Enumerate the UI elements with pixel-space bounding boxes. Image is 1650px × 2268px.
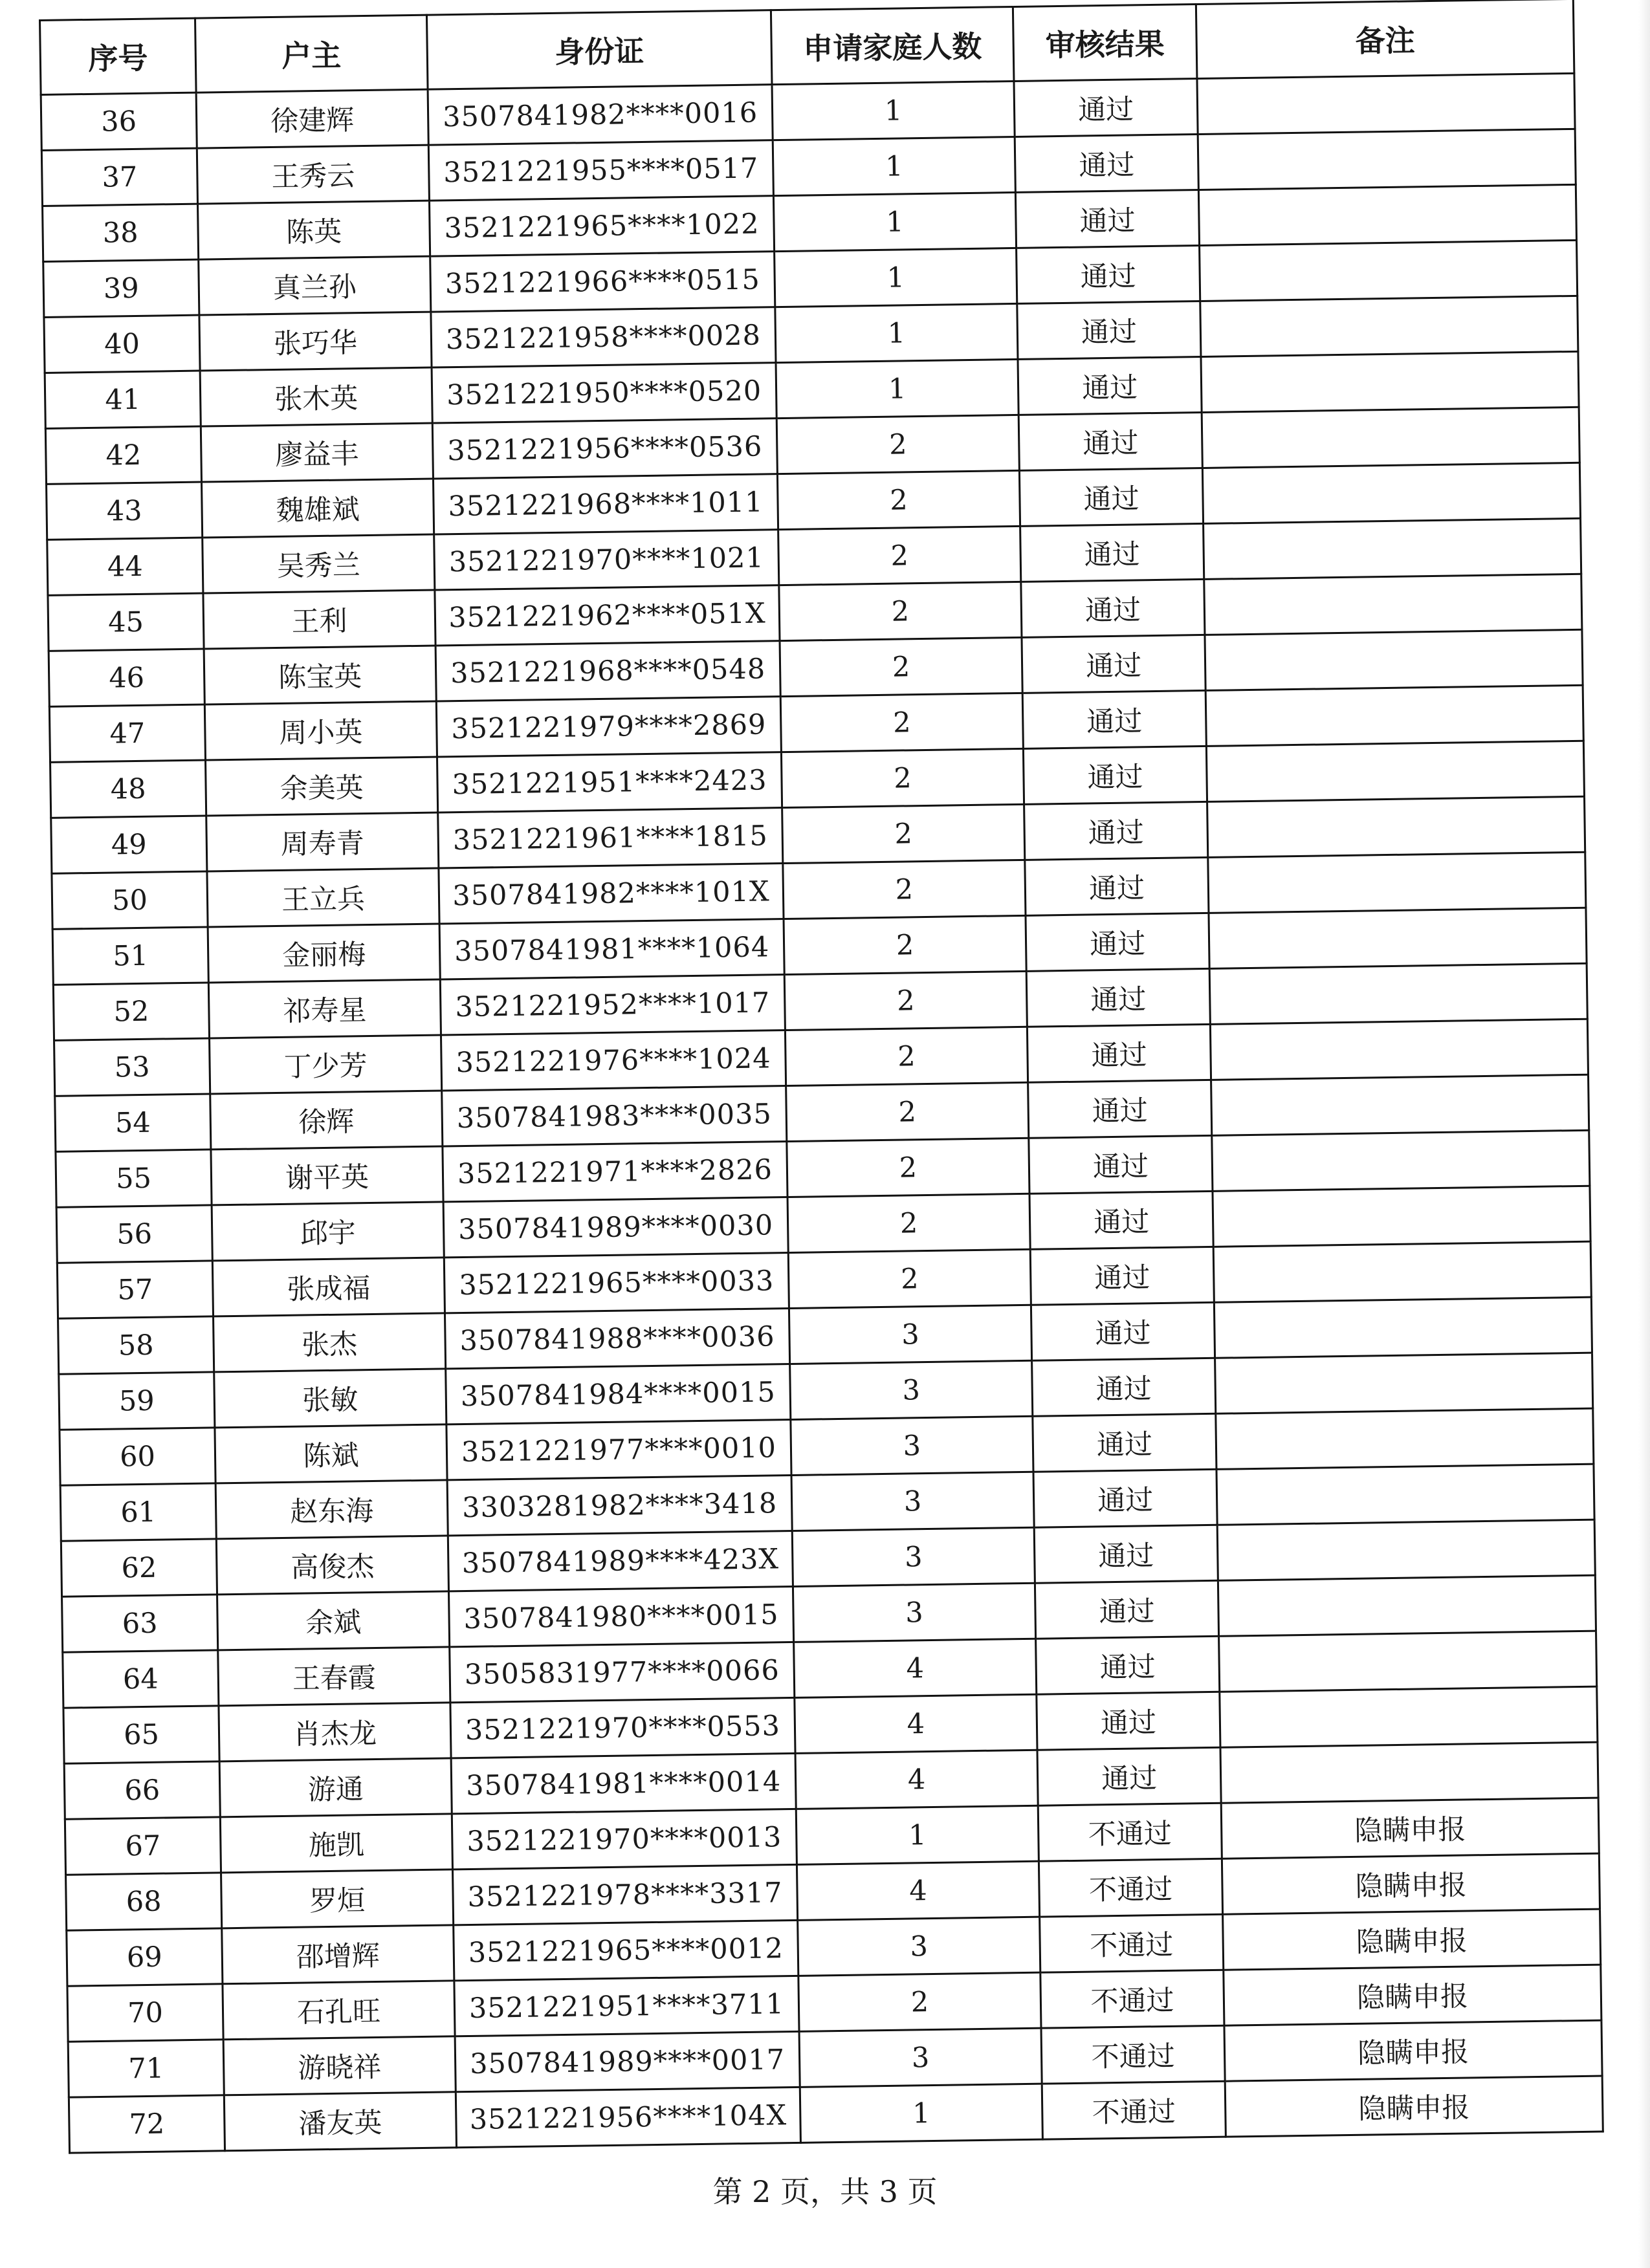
cell-family: 2 <box>781 748 1024 807</box>
cell-id: 3521221958****0028 <box>431 307 776 367</box>
cell-result: 通过 <box>1022 635 1205 693</box>
cell-id: 3521221951****2423 <box>437 752 782 812</box>
cell-owner: 游通 <box>219 1758 452 1817</box>
cell-family: 3 <box>789 1305 1031 1364</box>
cell-result: 通过 <box>1018 412 1202 470</box>
cell-result: 不通过 <box>1038 1803 1222 1861</box>
cell-owner: 张敏 <box>214 1369 446 1428</box>
cell-owner: 余斌 <box>217 1591 450 1650</box>
cell-note: 隐瞒申报 <box>1225 2076 1603 2137</box>
cell-result: 通过 <box>1029 1135 1213 1194</box>
cell-note <box>1209 963 1587 1024</box>
cell-note <box>1216 1464 1594 1525</box>
cell-seq: 65 <box>63 1706 219 1763</box>
cell-id: 3521221970****0013 <box>452 1809 797 1869</box>
cell-owner: 陈宝英 <box>204 646 436 704</box>
cell-id: 3521221977****0010 <box>446 1419 791 1479</box>
cell-owner: 谢平英 <box>211 1146 443 1205</box>
cell-owner: 王春霞 <box>218 1647 450 1706</box>
cell-result: 不通过 <box>1039 1859 1222 1917</box>
cell-note <box>1200 296 1578 356</box>
cell-result: 通过 <box>1017 301 1201 359</box>
cell-note <box>1210 1019 1588 1080</box>
cell-note <box>1217 1520 1595 1580</box>
cell-family: 2 <box>786 1082 1029 1141</box>
applicant-table <box>39 0 1604 2154</box>
cell-owner: 高俊杰 <box>216 1536 448 1595</box>
cell-seq: 70 <box>67 1984 223 2042</box>
cell-family: 2 <box>787 1138 1029 1197</box>
cell-owner: 潘友英 <box>224 2092 456 2151</box>
cell-id: 3507841982****0016 <box>428 85 773 145</box>
cell-result: 不通过 <box>1040 1970 1224 2028</box>
cell-id: 3521221965****1022 <box>429 196 774 256</box>
cell-family: 3 <box>798 1917 1040 1976</box>
cell-seq: 62 <box>61 1539 217 1597</box>
cell-note: 隐瞒申报 <box>1224 1965 1601 2025</box>
cell-id: 3521221976****1024 <box>441 1030 786 1091</box>
cell-id: 3505831977****0066 <box>450 1642 795 1702</box>
cell-seq: 64 <box>63 1650 219 1708</box>
cell-family: 4 <box>797 1861 1039 1920</box>
cell-id: 3521221961****1815 <box>438 808 783 868</box>
cell-family: 3 <box>791 1472 1034 1531</box>
cell-owner: 肖杰龙 <box>219 1703 451 1761</box>
cell-owner: 丁少芳 <box>210 1035 442 1094</box>
cell-id: 3521221956****0536 <box>432 419 777 479</box>
cell-id: 3521221952****1017 <box>440 975 785 1035</box>
cell-seq: 36 <box>41 93 197 150</box>
cell-seq: 67 <box>65 1817 221 1875</box>
cell-id: 3521221971****2826 <box>443 1142 787 1202</box>
cell-seq: 44 <box>47 538 203 595</box>
cell-note: 隐瞒申报 <box>1223 1909 1601 1970</box>
cell-family: 3 <box>791 1416 1033 1475</box>
cell-note: 隐瞒申报 <box>1224 2020 1602 2081</box>
cell-note <box>1213 1186 1590 1247</box>
cell-note <box>1214 1297 1592 1358</box>
cell-id: 3521221970****1021 <box>434 530 779 590</box>
cell-note <box>1208 852 1586 913</box>
cell-owner: 陈斌 <box>215 1424 447 1483</box>
cell-note <box>1205 629 1583 690</box>
cell-result: 通过 <box>1024 801 1208 860</box>
cell-family: 1 <box>776 359 1018 418</box>
cell-note <box>1220 1686 1598 1747</box>
cell-owner: 廖益丰 <box>201 423 433 482</box>
cell-note <box>1204 518 1581 579</box>
cell-owner: 邱宇 <box>212 1202 444 1261</box>
cell-seq: 69 <box>67 1928 223 1986</box>
cell-owner: 魏雄斌 <box>202 479 434 538</box>
cell-owner: 张杰 <box>214 1313 446 1372</box>
cell-seq: 60 <box>60 1428 215 1485</box>
cell-result: 通过 <box>1030 1247 1214 1305</box>
cell-result: 通过 <box>1023 746 1207 804</box>
cell-seq: 45 <box>48 593 204 651</box>
header-seq: 序号 <box>40 18 197 94</box>
cell-owner: 邵增辉 <box>222 1925 454 1984</box>
cell-result: 通过 <box>1018 356 1202 415</box>
cell-family: 2 <box>780 637 1022 696</box>
cell-seq: 48 <box>50 760 206 818</box>
cell-seq: 55 <box>56 1150 212 1207</box>
cell-note <box>1211 1074 1589 1135</box>
cell-family: 2 <box>776 415 1019 474</box>
cell-family: 1 <box>800 2084 1042 2143</box>
cell-seq: 57 <box>57 1261 213 1318</box>
cell-result: 通过 <box>1033 1469 1217 1527</box>
header-owner: 户主 <box>195 15 428 93</box>
cell-seq: 39 <box>43 259 199 317</box>
cell-id: 3521221951****3711 <box>454 1976 799 2036</box>
cell-id: 3507841983****0035 <box>442 1086 787 1146</box>
cell-result: 通过 <box>1032 1358 1216 1416</box>
cell-note <box>1215 1353 1593 1413</box>
cell-result: 通过 <box>1037 1692 1220 1750</box>
cell-seq: 42 <box>45 426 201 484</box>
header-note: 备注 <box>1196 0 1574 79</box>
cell-id: 3521221968****1011 <box>433 474 778 534</box>
cell-owner: 施凯 <box>220 1814 452 1873</box>
cell-family: 1 <box>775 303 1018 362</box>
cell-id: 3507841981****0014 <box>451 1753 796 1813</box>
cell-seq: 58 <box>58 1316 214 1374</box>
cell-note <box>1219 1631 1597 1692</box>
cell-result: 通过 <box>1022 690 1206 748</box>
cell-note <box>1198 184 1576 245</box>
cell-family: 4 <box>795 1750 1038 1809</box>
cell-seq: 40 <box>44 315 200 373</box>
cell-owner: 石孔旺 <box>223 1981 455 2040</box>
cell-family: 3 <box>799 2028 1042 2087</box>
cell-result: 不通过 <box>1041 2025 1225 2084</box>
cell-seq: 54 <box>55 1094 211 1151</box>
cell-family: 2 <box>787 1194 1030 1252</box>
cell-family: 1 <box>775 248 1017 307</box>
cell-result: 通过 <box>1037 1747 1221 1805</box>
cell-result: 不通过 <box>1042 2081 1226 2139</box>
cell-owner: 游晓祥 <box>223 2036 456 2095</box>
cell-result: 通过 <box>1019 468 1203 526</box>
cell-seq: 59 <box>59 1372 215 1430</box>
cell-owner: 张成福 <box>212 1258 445 1316</box>
cell-owner: 余美英 <box>206 757 438 816</box>
cell-result: 通过 <box>1026 913 1209 971</box>
cell-note <box>1216 1408 1594 1469</box>
cell-owner: 吴秀兰 <box>203 534 435 593</box>
cell-seq: 68 <box>66 1873 222 1930</box>
cell-note <box>1198 129 1576 190</box>
cell-result: 通过 <box>1034 1525 1218 1583</box>
cell-id: 3507841981****1064 <box>439 919 784 979</box>
cell-id: 3507841988****0036 <box>445 1309 789 1369</box>
cell-id: 3507841982****101X <box>439 864 784 924</box>
cell-seq: 53 <box>54 1038 210 1096</box>
cell-owner: 张木英 <box>200 367 432 426</box>
cell-owner: 周寿青 <box>206 812 439 871</box>
cell-result: 通过 <box>1026 968 1210 1027</box>
table-wrapper <box>39 0 1604 2154</box>
cell-note <box>1209 908 1587 968</box>
cell-id: 3521221965****0033 <box>444 1253 789 1313</box>
cell-family: 2 <box>785 1027 1028 1085</box>
cell-family: 2 <box>778 526 1021 585</box>
cell-family: 2 <box>777 470 1020 529</box>
cell-note <box>1202 407 1579 468</box>
cell-result: 通过 <box>1021 579 1205 637</box>
cell-id: 3521221962****051X <box>435 585 780 646</box>
table-body <box>41 73 1603 2153</box>
cell-note <box>1197 73 1575 134</box>
cell-owner: 王秀云 <box>197 145 429 204</box>
cell-result: 通过 <box>1017 245 1200 303</box>
cell-owner: 赵东海 <box>215 1480 448 1539</box>
cell-note <box>1220 1742 1598 1803</box>
cell-seq: 52 <box>53 983 209 1040</box>
cell-note <box>1202 463 1580 523</box>
cell-family: 1 <box>796 1805 1039 1864</box>
cell-seq: 47 <box>49 704 205 762</box>
cell-owner: 周小英 <box>204 701 437 760</box>
header-family: 申请家庭人数 <box>771 6 1014 84</box>
cell-owner: 张巧华 <box>199 312 432 371</box>
cell-seq: 51 <box>52 927 208 985</box>
cell-result: 通过 <box>1014 79 1198 137</box>
cell-note <box>1218 1575 1596 1636</box>
cell-result: 不通过 <box>1040 1914 1224 1972</box>
cell-note <box>1205 685 1583 746</box>
cell-family: 1 <box>773 136 1015 195</box>
cell-family: 2 <box>784 915 1026 974</box>
cell-family: 3 <box>793 1583 1035 1642</box>
cell-note <box>1204 574 1582 635</box>
cell-owner: 王立兵 <box>207 868 439 927</box>
cell-id: 3521221956****104X <box>456 2087 800 2147</box>
cell-note <box>1213 1241 1591 1302</box>
cell-result: 通过 <box>1015 190 1199 248</box>
cell-owner: 王利 <box>203 590 435 649</box>
cell-family: 2 <box>782 804 1025 863</box>
cell-result: 通过 <box>1036 1636 1220 1694</box>
cell-seq: 41 <box>45 371 201 428</box>
cell-seq: 43 <box>47 482 203 540</box>
cell-result: 通过 <box>1029 1191 1213 1249</box>
cell-seq: 38 <box>43 204 199 261</box>
cell-owner: 陈英 <box>198 201 430 259</box>
page-number: 第 2 页，共 3 页 <box>712 2174 938 2209</box>
cell-family: 3 <box>792 1527 1035 1586</box>
cell-id: 3521221965****0012 <box>454 1920 798 1980</box>
cell-seq: 72 <box>69 2095 225 2153</box>
cell-owner: 罗烜 <box>221 1870 454 1928</box>
cell-id: 3507841980****0015 <box>448 1586 793 1646</box>
cell-family: 4 <box>794 1639 1037 1697</box>
cell-seq: 37 <box>41 148 197 206</box>
cell-owner: 徐辉 <box>210 1091 443 1150</box>
cell-family: 2 <box>783 860 1026 919</box>
cell-id: 3521221970****0553 <box>450 1697 795 1758</box>
header-id: 身份证 <box>426 10 772 89</box>
cell-note <box>1201 351 1579 412</box>
cell-note <box>1200 240 1578 301</box>
cell-result: 通过 <box>1015 135 1198 193</box>
cell-id: 3521221950****0520 <box>432 363 776 423</box>
cell-id: 3521221979****2869 <box>436 697 781 757</box>
cell-family: 3 <box>790 1360 1033 1419</box>
cell-family: 2 <box>779 582 1022 640</box>
cell-note <box>1206 741 1584 801</box>
cell-owner: 真兰孙 <box>199 256 431 315</box>
cell-id: 3507841989****0017 <box>455 2031 800 2091</box>
cell-result: 通过 <box>1025 857 1209 915</box>
cell-owner: 徐建辉 <box>196 89 428 148</box>
cell-seq: 50 <box>52 871 208 929</box>
cell-seq: 49 <box>51 816 207 873</box>
cell-family: 2 <box>784 971 1027 1030</box>
cell-seq: 71 <box>68 2040 224 2097</box>
cell-id: 3521221966****0515 <box>430 252 775 312</box>
cell-seq: 56 <box>56 1205 212 1263</box>
cell-result: 通过 <box>1035 1580 1218 1639</box>
cell-note <box>1207 796 1585 857</box>
cell-result: 通过 <box>1033 1413 1216 1472</box>
cell-id: 3521221978****3317 <box>452 1864 797 1925</box>
cell-family: 4 <box>795 1694 1037 1753</box>
cell-result: 通过 <box>1031 1302 1215 1360</box>
cell-id: 3521221955****0517 <box>428 140 773 201</box>
cell-seq: 46 <box>49 649 204 706</box>
cell-note <box>1212 1130 1590 1191</box>
cell-note: 隐瞒申报 <box>1221 1798 1599 1859</box>
scan-edge <box>1638 0 1650 2268</box>
cell-owner: 祁寿星 <box>208 979 441 1038</box>
cell-note: 隐瞒申报 <box>1222 1853 1600 1914</box>
cell-owner: 金丽梅 <box>208 924 440 983</box>
cell-id: 3303281982****3418 <box>447 1475 792 1535</box>
cell-id: 3507841984****0015 <box>446 1364 791 1424</box>
cell-id: 3507841989****423X <box>448 1531 793 1591</box>
cell-family: 2 <box>780 693 1023 752</box>
cell-id: 3521221968****0548 <box>435 641 780 701</box>
cell-id: 3507841989****0030 <box>443 1197 788 1258</box>
cell-result: 通过 <box>1028 1080 1212 1138</box>
cell-family: 2 <box>798 1972 1041 2031</box>
cell-seq: 61 <box>60 1483 216 1541</box>
cell-seq: 63 <box>62 1595 218 1652</box>
cell-family: 2 <box>788 1249 1031 1308</box>
cell-result: 通过 <box>1027 1024 1211 1082</box>
cell-family: 1 <box>772 81 1015 140</box>
cell-result: 通过 <box>1020 523 1204 582</box>
header-result: 审核结果 <box>1013 5 1197 82</box>
cell-family: 1 <box>773 192 1016 251</box>
cell-seq: 66 <box>64 1761 220 1819</box>
